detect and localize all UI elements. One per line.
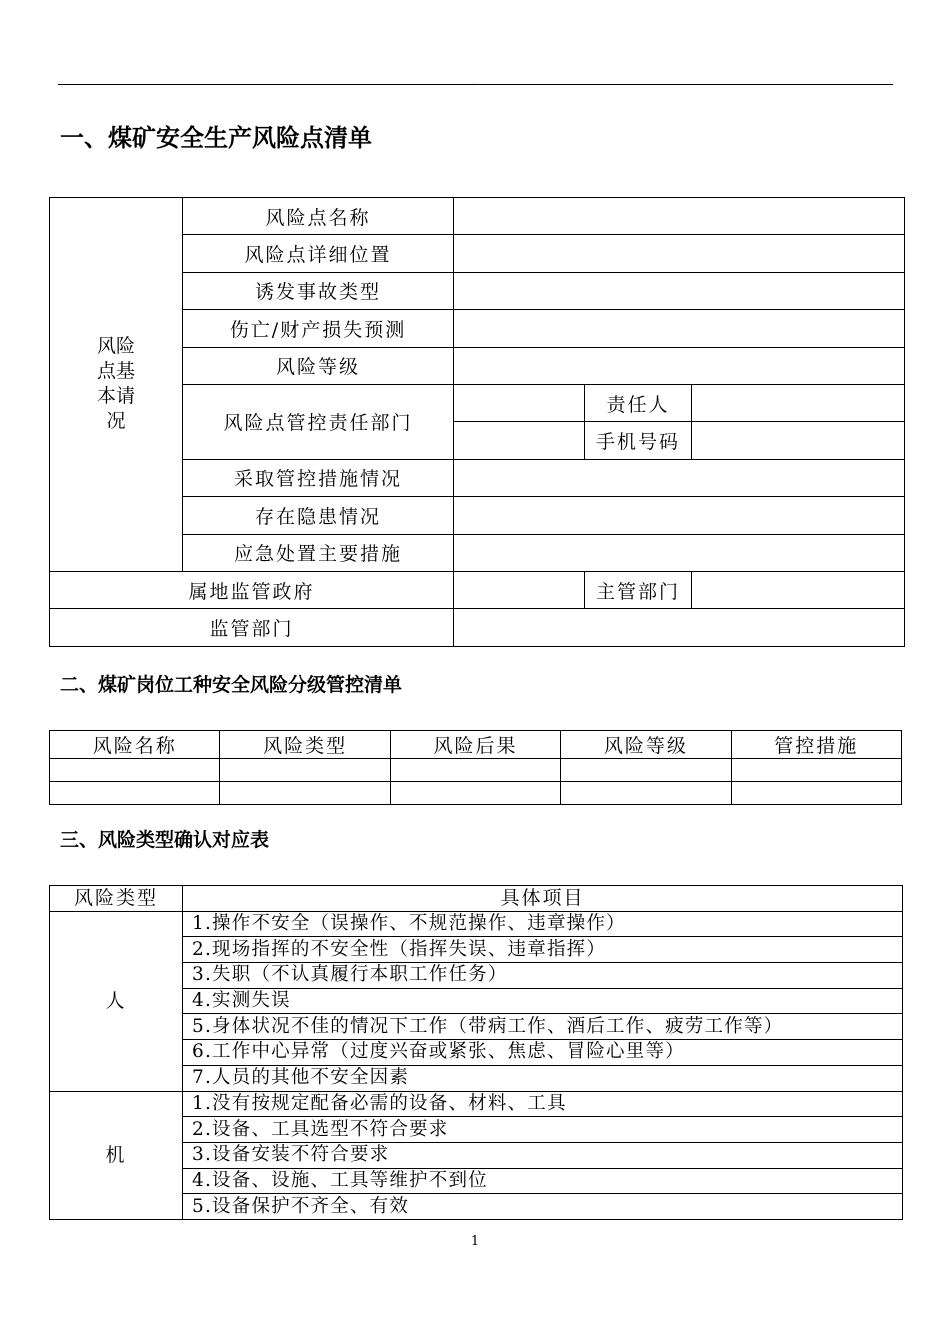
value-phone[interactable]: [692, 422, 905, 459]
group-label-text: 风险 点基 本请 况: [96, 335, 135, 433]
column-header: 风险类型: [220, 731, 390, 759]
value-control-dept-1[interactable]: [454, 384, 585, 421]
risk-item: 4.实测失误: [183, 988, 903, 1014]
table-row: [50, 609, 905, 646]
label-loss-forecast: 伤亡/财产损失预测: [183, 310, 454, 347]
table-cell[interactable]: [50, 782, 220, 805]
label-responsible-person: 责任人: [585, 384, 692, 421]
table-row: [50, 911, 903, 937]
risk-item: 2.现场指挥的不安全性（指挥失误、违章指挥）: [183, 937, 903, 963]
column-header-risk-type: 风险类型: [50, 886, 183, 912]
risk-type-machine: 机: [50, 1091, 183, 1219]
table-header-row: [50, 731, 902, 759]
value-control-dept-2[interactable]: [454, 422, 585, 459]
risk-control-list-table: [49, 730, 902, 805]
header-mark: .: [473, 77, 477, 88]
label-risk-point-name: 风险点名称: [183, 198, 454, 235]
value-measures[interactable]: [454, 459, 905, 496]
label-location: 风险点详细位置: [183, 235, 454, 272]
table-cell[interactable]: [390, 782, 560, 805]
table-cell[interactable]: [561, 782, 731, 805]
label-phone: 手机号码: [585, 422, 692, 459]
risk-item: 3.失职（不认真履行本职工作任务）: [183, 963, 903, 989]
table-row: [50, 782, 902, 805]
value-responsible-person[interactable]: [692, 384, 905, 421]
column-header: 管控措施: [731, 731, 901, 759]
table-row: [50, 198, 905, 235]
risk-item: 1.操作不安全（误操作、不规范操作、违章操作）: [183, 911, 903, 937]
column-header: 风险等级: [561, 731, 731, 759]
label-measures: 采取管控措施情况: [183, 459, 454, 496]
table-header-row: [50, 886, 903, 912]
risk-type-person: 人: [50, 911, 183, 1091]
value-local-gov[interactable]: [454, 571, 585, 608]
value-emergency[interactable]: [454, 534, 905, 571]
label-supervising-dept: 主管部门: [585, 571, 692, 608]
column-header: 风险后果: [390, 731, 560, 759]
risk-item: 1.没有按规定配备必需的设备、材料、工具: [183, 1091, 903, 1117]
risk-item: 7.人员的其他不安全因素: [183, 1065, 903, 1091]
label-control-dept: 风险点管控责任部门: [183, 384, 454, 459]
table-row: [50, 759, 902, 782]
risk-point-table: [49, 197, 905, 647]
value-accident-type[interactable]: [454, 272, 905, 309]
table-cell[interactable]: [731, 782, 901, 805]
value-risk-point-name[interactable]: [454, 198, 905, 235]
risk-item: 3.设备安装不符合要求: [183, 1142, 903, 1168]
label-regulator: 监管部门: [50, 609, 454, 646]
table-row: [50, 1091, 903, 1117]
risk-item: 5.设备保护不齐全、有效: [183, 1194, 903, 1220]
section-2-title: 二、煤矿岗位工种安全风险分级管控清单: [60, 674, 403, 696]
risk-item: 4.设备、设施、工具等维护不到位: [183, 1168, 903, 1194]
label-emergency: 应急处置主要措施: [183, 534, 454, 571]
page-number: 1: [470, 1234, 480, 1249]
label-risk-level: 风险等级: [183, 347, 454, 384]
label-hazards: 存在隐患情况: [183, 497, 454, 534]
value-location[interactable]: [454, 235, 905, 272]
risk-item: 5.身体状况不佳的情况下工作（带病工作、酒后工作、疲劳工作等）: [183, 1014, 903, 1040]
table-cell[interactable]: [561, 759, 731, 782]
section-1-title: 一、煤矿安全生产风险点清单: [60, 124, 372, 152]
table-cell[interactable]: [50, 759, 220, 782]
risk-item: 2.设备、工具选型不符合要求: [183, 1117, 903, 1143]
table-row: [50, 571, 905, 608]
value-risk-level[interactable]: [454, 347, 905, 384]
table-cell[interactable]: [731, 759, 901, 782]
section-3-title: 三、风险类型确认对应表: [60, 829, 270, 851]
column-header-items: 具体项目: [183, 886, 903, 912]
value-regulator[interactable]: [454, 609, 905, 646]
risk-item: 6.工作中心异常（过度兴奋或紧张、焦虑、冒险心里等）: [183, 1040, 903, 1066]
table-cell[interactable]: [220, 782, 390, 805]
basic-info-group-label: [50, 198, 183, 572]
value-hazards[interactable]: [454, 497, 905, 534]
table-cell[interactable]: [390, 759, 560, 782]
label-accident-type: 诱发事故类型: [183, 272, 454, 309]
table-cell[interactable]: [220, 759, 390, 782]
risk-type-table: [49, 885, 903, 1220]
value-supervising-dept[interactable]: [692, 571, 905, 608]
label-local-gov: 属地监管政府: [50, 571, 454, 608]
value-loss-forecast[interactable]: [454, 310, 905, 347]
column-header: 风险名称: [50, 731, 220, 759]
